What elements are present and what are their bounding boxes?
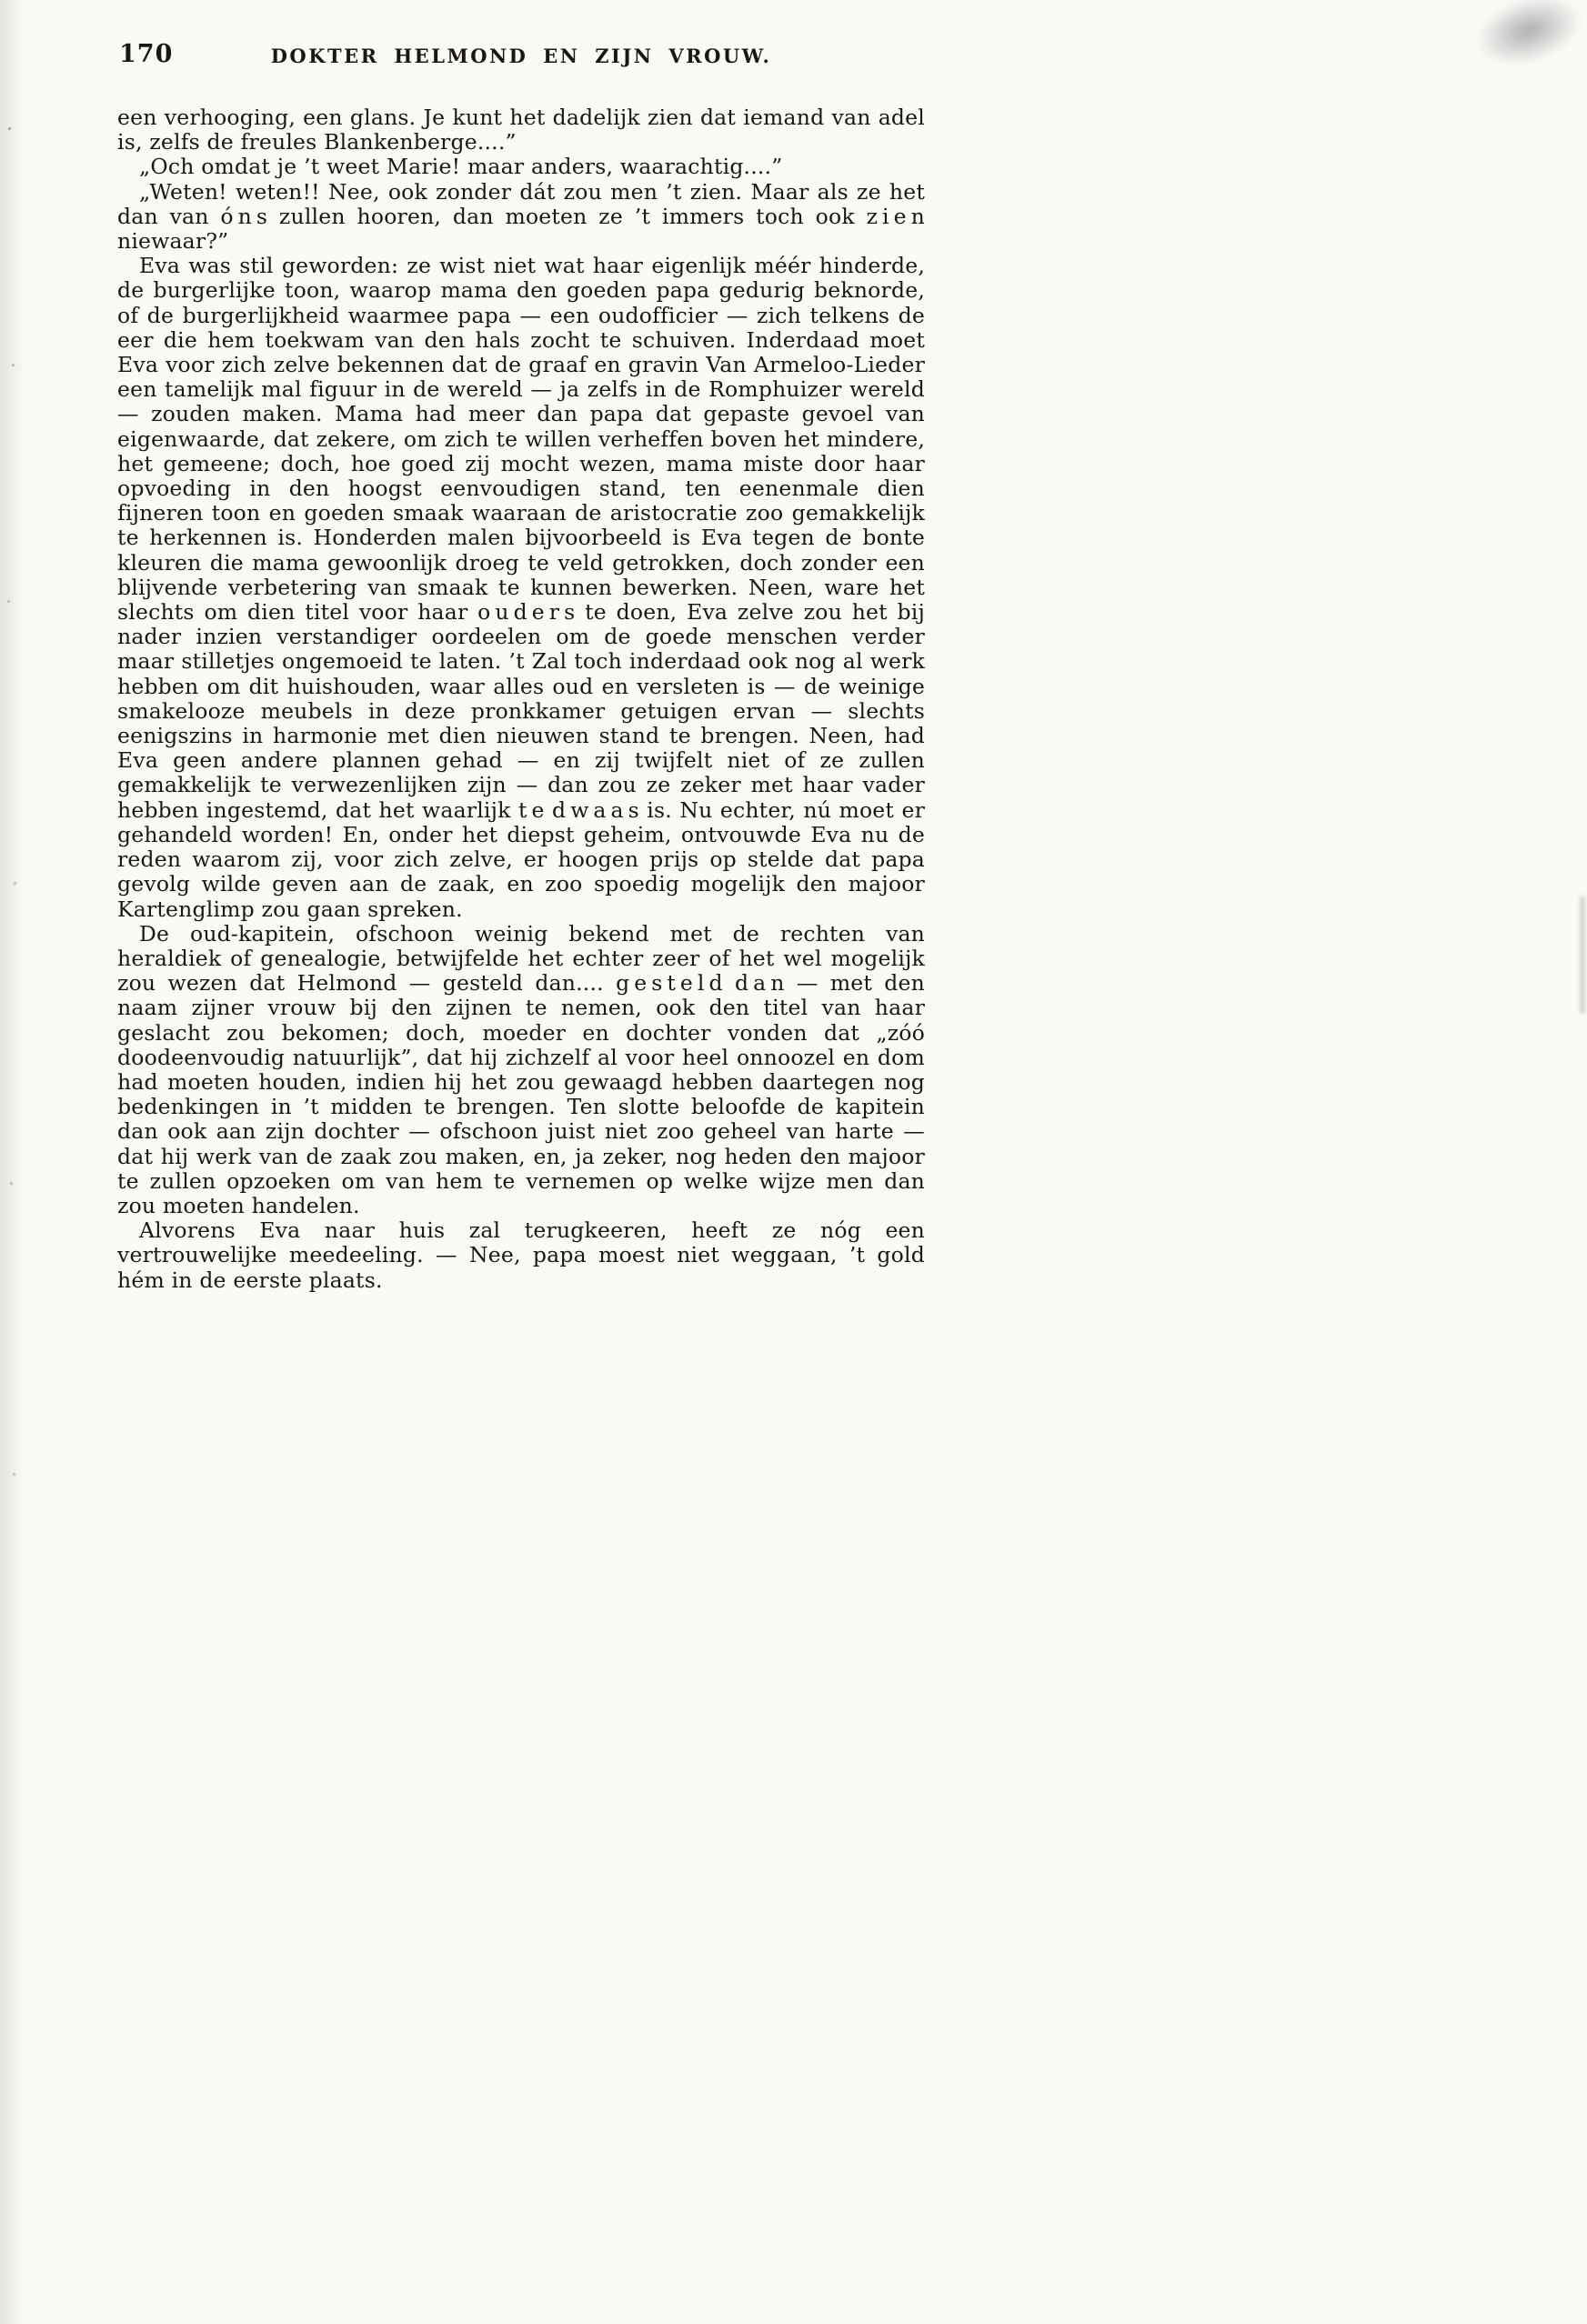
paragraph-2: „Och omdat je ’t weet Marie! maar anders, waarachtig....”: [139, 154, 783, 180]
page-number: 170: [119, 40, 174, 68]
paragraph-5: De oud-kapitein, ofschoon weinig bekend met de rechten van heraldiek of genealogie, betwijfelde het echter zeer of het wel mogelijk zou wezen dat Helmond — gesteld dan.... g e s t e l d d a n — met den naam zijner vrouw bij den zijnen te nemen, ook den titel van haar geslacht zou bekomen; doch, moeder en dochter vonden dat „zóó doodeenvoudig natuurlijk”, dat hij zichzelf al voor heel onnoozel en dom had moeten houden, indien hij het zou gewaagd hebben daartegen nog bedenkingen in ’t midden te brengen. Ten slotte beloofde de kapitein dan ook aan zijn dochter — ofschoon juist niet zoo geheel van harte — dat hij werk van de zaak zou maken, en, ja zeker, nog heden den majoor te zullen opzoeken om van hem te vernemen op welke wijze men dan zou moeten handelen.: [117, 920, 925, 1218]
running-title: DOKTER HELMOND EN ZIJN VROUW.: [270, 45, 772, 67]
page-header: [117, 40, 925, 73]
page-body: [117, 105, 925, 1293]
paragraph-3: „Weten! weten!! Nee, ook zonder dát zou men ’t zien. Maar als ze het dan van ó n s zullen hooren, dan moeten ze ’t immers toch ook z i e n niewaar?”: [117, 178, 925, 255]
paragraph-4: Eva was stil geworden: ze wist niet wat haar eigenlijk méér hinderde, de burgerlijke toon, waarop mama den goeden papa gedurig beknorde, of de burgerlijkheid waarmee papa — een oudofficier — zich telkens de eer die hem toekwam van den hals zocht te schuiven. Inderdaad moet Eva voor zich zelve bekennen dat de graaf en gravin Van Armeloo-Lieder een tamelijk mal figuur in de wereld — ja zelfs in de Romphuizer wereld — zouden maken. Mama had meer dan papa dat gepaste gevoel van eigenwaarde, dat zekere, om zich te willen verheffen boven het mindere, het gemeene; doch, hoe goed zij mocht wezen, mama miste door haar opvoeding in den hoogst eenvoudigen stand, ten eenenmale dien fijneren toon en goeden smaak waaraan de aristocratie zoo gemakkelijk te herkennen is. Honderden malen bijvoorbeeld is Eva tegen de bonte kleuren die mama gewoonlijk droeg te veld getrokken, doch zonder een blijvende verbetering van smaak te kunnen bewerken. Neen, ware het slechts om dien titel voor haar o u d e r s te doen, Eva zelve zou het bij nader inzien verstandiger oordeelen om de goede menschen verder maar stilletjes ongemoeid te laten. ’t Zal toch inderdaad ook nog al werk hebben om dit huishouden, waar alles oud en versleten is — de weinige smakelooze meubels in deze pronkkamer getuigen ervan — slechts eenigszins in harmonie met dien nieuwen stand te brengen. Neen, had Eva geen andere plannen gehad — en zij twijfelt niet of ze zullen gemakkelijk te verwezenlijken zijn — dan zou ze zeker met haar vader hebben ingestemd, dat het waarlijk t e d w a a s is. Nu echter, nú moet er gehandeld worden! En, onder het diepst geheim, ontvouwde Eva nu de reden waarom zij, voor zich zelve, er hoogen prijs op stelde dat papa gevolg wilde geven aan de zaak, en zoo spoedig mogelijk den majoor Kartenglimp zou gaan spreken.: [117, 253, 925, 922]
paragraph-6: Alvorens Eva naar huis zal terugkeeren, heeft ze nóg een vertrouwelijke meedeeling. — Nee, papa moest niet weggaan, ’t gold hém in de eerste plaats.: [117, 1217, 925, 1293]
text-column: [117, 40, 925, 1293]
scan-specks: [8, 127, 11, 130]
scan-mark: [1580, 896, 1585, 1014]
scan-smudge: [1446, 0, 1587, 94]
paragraph-1: een verhooging, een glans. Je kunt het dadelijk zien dat iemand van adel is, zelfs de freules Blankenberge....”: [117, 105, 925, 155]
page-gutter-shadow: [0, 0, 25, 2324]
